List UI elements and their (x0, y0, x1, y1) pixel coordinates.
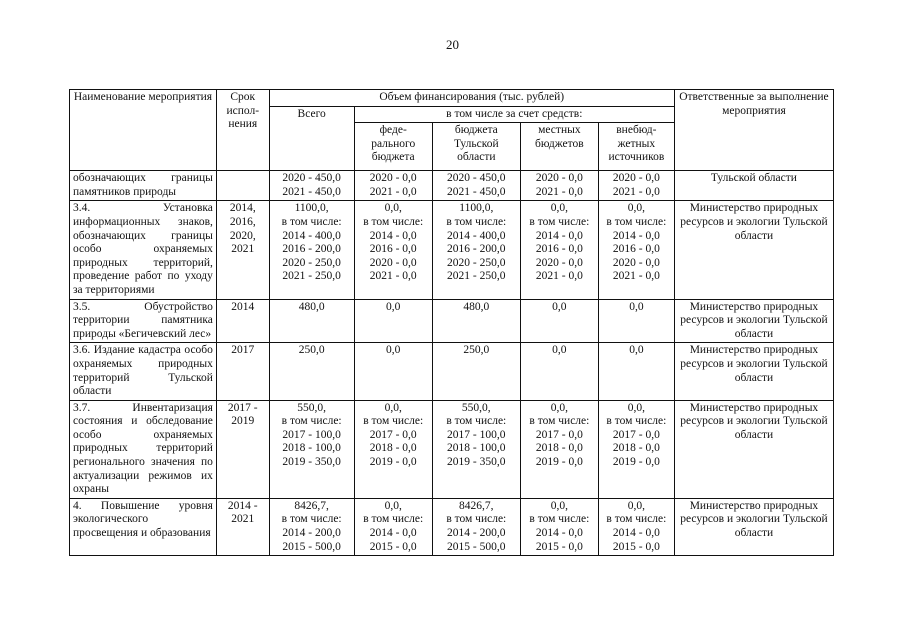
activity-name: 3.5. Обустройство территории памятника природы «Бегичевский лес» (70, 299, 217, 343)
total-line: 2019 - 350,0 (282, 456, 341, 469)
federal-line: 0,0, (384, 202, 402, 215)
local-line: 2020 - 0,0 (535, 256, 583, 269)
local-line: 2016 - 0,0 (535, 243, 583, 256)
cell-total (269, 299, 354, 343)
responsible: Министерство природных ресурсов и экологии Тульской области (674, 201, 833, 299)
header-responsible: Ответственные за выполнение мероприятия (674, 90, 833, 171)
regional-line: 2020 - 250,0 (447, 256, 506, 269)
cell-federal (354, 171, 432, 201)
local-line: 2018 - 0,0 (535, 442, 583, 455)
total-line: 8426,7, (294, 499, 329, 512)
federal-line: 0,0 (386, 344, 401, 357)
extra-line: 0,0, (627, 202, 645, 215)
term-line: 2017 (231, 344, 255, 357)
federal-line: 2015 - 0,0 (369, 540, 417, 553)
local-line: 0,0 (552, 300, 567, 313)
local-line: 0,0, (550, 499, 568, 512)
header-funding: Объем финансирования (тыс. рублей) (269, 90, 674, 107)
regional-line: 480,0 (463, 300, 490, 313)
cell-local (520, 498, 598, 555)
total-line: в том числе: (281, 513, 342, 526)
regional-line: 2014 - 200,0 (447, 527, 506, 540)
total-line: 2021 - 450,0 (282, 185, 341, 198)
local-line: 2017 - 0,0 (535, 428, 583, 441)
cell-federal (354, 498, 432, 555)
activity-name: 3.4. Установка информационных знаков, обозначающих границы особо охраняемых природных территорий, проведение работ по уходу за территориями (70, 201, 217, 299)
table-row (70, 299, 834, 343)
extra-line: 2014 - 0,0 (612, 229, 660, 242)
cell-extra (598, 171, 674, 201)
local-line: 2015 - 0,0 (535, 540, 583, 553)
federal-line: 2019 - 0,0 (369, 456, 417, 469)
cell-term (216, 201, 269, 299)
funding-table (69, 89, 834, 556)
responsible: Министерство природных ресурсов и экологии Тульской области (674, 400, 833, 498)
local-line: 0,0 (552, 344, 567, 357)
total-line: в том числе: (281, 215, 342, 228)
term-line: 2014 - (227, 499, 258, 512)
total-line: 550,0, (297, 401, 327, 414)
extra-line: в том числе: (606, 513, 667, 526)
federal-line: 0,0, (384, 401, 402, 414)
federal-line: 2018 - 0,0 (369, 442, 417, 455)
federal-line: 2021 - 0,0 (369, 270, 417, 283)
extra-line: 0,0 (629, 300, 644, 313)
regional-line: 550,0, (461, 401, 491, 414)
regional-line: в том числе: (446, 415, 507, 428)
total-line: 2015 - 500,0 (282, 540, 341, 553)
activity-name: 3.7. Инвентаризация состояния и обследование особо охраняемых природных территорий регионального значения по актуализации режимов их охраны (70, 400, 217, 498)
extra-line: 2018 - 0,0 (612, 442, 660, 455)
federal-line: в том числе: (363, 415, 424, 428)
regional-line: 2021 - 250,0 (447, 270, 506, 283)
local-line: 0,0, (550, 202, 568, 215)
total-line: 2020 - 250,0 (282, 256, 341, 269)
header-federal: феде- рального бюджета (354, 123, 432, 171)
cell-regional (432, 498, 520, 555)
regional-line: 250,0 (463, 344, 490, 357)
cell-extra (598, 343, 674, 400)
cell-total (269, 201, 354, 299)
total-line: в том числе: (281, 415, 342, 428)
regional-line: 2016 - 200,0 (447, 243, 506, 256)
total-line: 2020 - 450,0 (282, 172, 341, 185)
regional-line: 8426,7, (459, 499, 494, 512)
total-line: 2014 - 200,0 (282, 527, 341, 540)
federal-line: 2021 - 0,0 (369, 185, 417, 198)
cell-total (269, 171, 354, 201)
header-regional: бюджета Тульской области (432, 123, 520, 171)
cell-term (216, 299, 269, 343)
local-line: 2014 - 0,0 (535, 229, 583, 242)
table-row (70, 400, 834, 498)
term-line: 2020, (229, 229, 256, 242)
regional-line: 1100,0, (459, 202, 494, 215)
cell-regional (432, 201, 520, 299)
extra-line: 0,0, (627, 401, 645, 414)
cell-term (216, 343, 269, 400)
extra-line: 2016 - 0,0 (612, 243, 660, 256)
activity-name: 4. Повышение уровня экологического просвещения и образования (70, 498, 217, 555)
activity-name: 3.6. Издание кадастра особо охраняемых природных территорий Тульской области (70, 343, 217, 400)
extra-line: 0,0 (629, 344, 644, 357)
regional-line: в том числе: (446, 215, 507, 228)
regional-line: 2019 - 350,0 (447, 456, 506, 469)
extra-line: 2019 - 0,0 (612, 456, 660, 469)
cell-local (520, 400, 598, 498)
total-line: 1100,0, (294, 202, 329, 215)
term-line: 2021 (231, 243, 255, 256)
table-row (70, 201, 834, 299)
cell-federal (354, 400, 432, 498)
term-line: 2014 (231, 300, 255, 313)
cell-federal (354, 201, 432, 299)
extra-line: 2014 - 0,0 (612, 527, 660, 540)
federal-line: 2014 - 0,0 (369, 229, 417, 242)
term-line: 2016, (229, 215, 256, 228)
activity-name: обозначающих границы памятников природы (70, 171, 217, 201)
responsible: Министерство природных ресурсов и экологии Тульской области (674, 498, 833, 555)
term-line: 2014, (229, 202, 256, 215)
cell-extra (598, 299, 674, 343)
local-line: 2021 - 0,0 (535, 185, 583, 198)
regional-line: в том числе: (446, 513, 507, 526)
cell-local (520, 201, 598, 299)
federal-line: 2020 - 0,0 (369, 172, 417, 185)
responsible: Министерство природных ресурсов и экологии Тульской области (674, 343, 833, 400)
cell-total (269, 343, 354, 400)
term-line: 2019 (231, 415, 255, 428)
regional-line: 2017 - 100,0 (447, 428, 506, 441)
cell-regional (432, 400, 520, 498)
cell-total (269, 498, 354, 555)
header-row-1 (70, 90, 834, 107)
total-line: 480,0 (298, 300, 325, 313)
federal-line: 0,0 (386, 300, 401, 313)
table-row (70, 498, 834, 555)
page-number: 20 (446, 37, 459, 52)
header-extra: внебюд- жетных источников (598, 123, 674, 171)
regional-line: 2015 - 500,0 (447, 540, 506, 553)
header-incl: в том числе за счет средств: (354, 106, 674, 123)
local-line: 2021 - 0,0 (535, 270, 583, 283)
cell-total (269, 400, 354, 498)
extra-line: 2020 - 0,0 (612, 256, 660, 269)
total-line: 2017 - 100,0 (282, 428, 341, 441)
total-line: 2016 - 200,0 (282, 243, 341, 256)
federal-line: 2020 - 0,0 (369, 256, 417, 269)
local-line: 0,0, (550, 401, 568, 414)
federal-line: в том числе: (363, 513, 424, 526)
extra-line: в том числе: (606, 215, 667, 228)
total-line: 250,0 (298, 344, 325, 357)
extra-line: 2021 - 0,0 (612, 185, 660, 198)
extra-line: 2015 - 0,0 (612, 540, 660, 553)
cell-regional (432, 171, 520, 201)
local-line: 2014 - 0,0 (535, 527, 583, 540)
term-line: 2021 (231, 513, 255, 526)
extra-line: 2021 - 0,0 (612, 270, 660, 283)
table-row (70, 171, 834, 201)
cell-extra (598, 498, 674, 555)
extra-line: в том числе: (606, 415, 667, 428)
local-line: в том числе: (529, 215, 590, 228)
regional-line: 2018 - 100,0 (447, 442, 506, 455)
cell-extra (598, 201, 674, 299)
federal-line: 2014 - 0,0 (369, 527, 417, 540)
cell-federal (354, 343, 432, 400)
cell-local (520, 299, 598, 343)
extra-line: 0,0, (627, 499, 645, 512)
cell-regional (432, 343, 520, 400)
term-line: 2017 - (227, 401, 258, 414)
cell-federal (354, 299, 432, 343)
federal-line: в том числе: (363, 215, 424, 228)
local-line: 2020 - 0,0 (535, 172, 583, 185)
federal-line: 2017 - 0,0 (369, 428, 417, 441)
cell-local (520, 171, 598, 201)
cell-term (216, 498, 269, 555)
federal-line: 2016 - 0,0 (369, 243, 417, 256)
cell-extra (598, 400, 674, 498)
table-row (70, 343, 834, 400)
cell-term (216, 171, 269, 201)
header-total: Всего (269, 106, 354, 171)
regional-line: 2021 - 450,0 (447, 185, 506, 198)
extra-line: 2020 - 0,0 (612, 172, 660, 185)
total-line: 2014 - 400,0 (282, 229, 341, 242)
regional-line: 2014 - 400,0 (447, 229, 506, 242)
extra-line: 2017 - 0,0 (612, 428, 660, 441)
responsible: Тульской области (674, 171, 833, 201)
total-line: 2018 - 100,0 (282, 442, 341, 455)
regional-line: 2020 - 450,0 (447, 172, 506, 185)
federal-line: 0,0, (384, 499, 402, 512)
cell-regional (432, 299, 520, 343)
responsible: Министерство природных ресурсов и экологии Тульской области (674, 299, 833, 343)
header-term: Срок испол- нения (216, 90, 269, 171)
header-name: Наименование мероприятия (70, 90, 217, 171)
cell-local (520, 343, 598, 400)
local-line: в том числе: (529, 513, 590, 526)
header-local: местных бюджетов (520, 123, 598, 171)
local-line: в том числе: (529, 415, 590, 428)
total-line: 2021 - 250,0 (282, 270, 341, 283)
cell-term (216, 400, 269, 498)
local-line: 2019 - 0,0 (535, 456, 583, 469)
